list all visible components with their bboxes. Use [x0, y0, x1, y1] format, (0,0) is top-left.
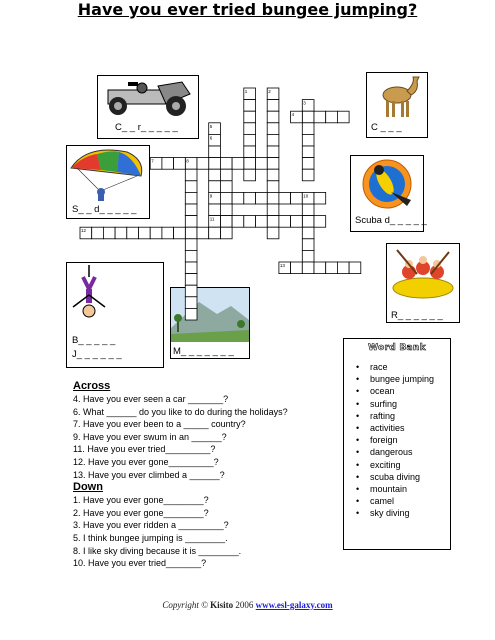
crossword-cell[interactable]	[162, 158, 174, 170]
word-bank-list	[356, 361, 450, 520]
crossword-cell[interactable]	[302, 134, 314, 146]
crossword-cell[interactable]	[185, 262, 197, 274]
worksheet-title: Have you ever tried bungee jumping?	[77, 0, 418, 19]
crossword-cell[interactable]	[185, 204, 197, 216]
crossword-cell[interactable]	[220, 192, 232, 204]
crossword-cell[interactable]	[256, 216, 268, 228]
word-bank-item: • foreign	[356, 434, 450, 446]
word-bank-item: • scuba diving	[356, 471, 450, 483]
crossword-cell[interactable]	[314, 111, 326, 123]
down-clue: 8. I like sky diving because it is ________.	[73, 545, 242, 556]
crossword-cell[interactable]	[174, 158, 186, 170]
crossword-cell[interactable]	[267, 216, 279, 228]
crossword-cell[interactable]	[115, 227, 127, 239]
crossword-cell[interactable]	[185, 181, 197, 193]
crossword-cell[interactable]	[244, 158, 256, 170]
down-clue: 2. Have you ever gone________?	[73, 507, 209, 518]
crossword-cell[interactable]	[185, 192, 197, 204]
crossword-cell[interactable]	[267, 181, 279, 193]
crossword-cell[interactable]	[244, 134, 256, 146]
crossword-cell[interactable]	[185, 308, 197, 320]
clue-number: 1	[244, 89, 248, 94]
clue-number: 13	[279, 263, 285, 268]
crossword-cell[interactable]	[302, 158, 314, 170]
crossword-cell[interactable]	[244, 216, 256, 228]
crossword-cell[interactable]	[326, 111, 338, 123]
crossword-cell[interactable]	[185, 297, 197, 309]
word-bank-item: • activities	[356, 422, 450, 434]
crossword-cell[interactable]	[279, 192, 291, 204]
crossword-cell[interactable]	[197, 227, 209, 239]
crossword-cell[interactable]	[267, 204, 279, 216]
clue-number: 9	[209, 193, 213, 199]
crossword-cell[interactable]	[302, 146, 314, 158]
crossword-cell[interactable]	[162, 227, 174, 239]
down-clue: 5. I think bungee jumping is ________.	[73, 532, 228, 543]
crossword-cell[interactable]	[244, 123, 256, 135]
crossword-cell[interactable]	[232, 192, 244, 204]
crossword-cell[interactable]	[256, 192, 268, 204]
crossword-cell[interactable]	[267, 123, 279, 135]
across-heading: Across	[73, 380, 111, 392]
crossword-cell[interactable]	[220, 227, 232, 239]
clue-number: 11	[209, 216, 215, 222]
mountain-caption: M_ _ _ _ _ _ _	[173, 346, 234, 357]
word-bank-item: • sky diving	[356, 507, 450, 519]
across-clue: 7. Have you ever been to a _____ country?	[73, 419, 246, 430]
bungee-caption: B_ _ _ _ _	[72, 335, 116, 346]
crossword-cell[interactable]	[103, 227, 115, 239]
crossword-cell[interactable]	[349, 262, 361, 274]
copyright-owner: Kisito	[210, 600, 234, 610]
crossword-cell[interactable]	[302, 111, 314, 123]
crossword-cell[interactable]	[150, 227, 162, 239]
copyright-link[interactable]: www.esl-galaxy.com	[255, 600, 333, 610]
crossword-cell[interactable]	[244, 169, 256, 181]
copyright-footer	[0, 600, 495, 610]
crossword-cell[interactable]	[185, 274, 197, 286]
down-clue: 10. Have you ever tried_______?	[73, 558, 207, 569]
crossword-cell[interactable]	[244, 146, 256, 158]
camel-caption: C _ _ _	[371, 122, 402, 133]
crossword-cell[interactable]	[220, 158, 232, 170]
sky-diving-caption: S_ _ d_ _ _ _ _	[72, 204, 137, 215]
crossword-cell[interactable]	[291, 216, 303, 228]
rafting-caption: R_ _ _ _ _ _	[391, 310, 443, 321]
scuba-caption: Scuba d_ _ _ _ _	[355, 215, 427, 226]
crossword-cell[interactable]	[291, 192, 303, 204]
down-heading: Down	[73, 481, 103, 494]
down-clue: 1. Have you ever gone________?	[73, 495, 209, 506]
crossword-cell[interactable]	[314, 262, 326, 274]
crossword-cell[interactable]	[337, 111, 349, 123]
word-bank-item: • ocean	[356, 385, 450, 397]
word-bank-item: • bungee jumping	[356, 373, 450, 385]
clue-number: 7	[151, 158, 154, 164]
crossword-cell[interactable]	[139, 227, 151, 239]
crossword-cell[interactable]	[220, 216, 232, 228]
crossword-cell[interactable]	[244, 192, 256, 204]
crossword-cell[interactable]	[185, 239, 197, 251]
crossword-cell[interactable]	[185, 250, 197, 262]
clue-number: 8	[186, 158, 189, 164]
crossword-cell[interactable]	[185, 285, 197, 297]
crossword-cell[interactable]	[302, 204, 314, 216]
crossword-cell[interactable]	[92, 227, 104, 239]
crossword-cell[interactable]	[256, 158, 268, 170]
down-clue: 3. Have you ever ridden a _________?	[73, 520, 229, 531]
across-clue: 9. Have you ever swum in an ______?	[73, 431, 227, 442]
jumping-caption: J_ _ _ _ _ _	[72, 349, 122, 360]
crossword-cell[interactable]	[209, 158, 221, 170]
crossword-cell[interactable]	[232, 158, 244, 170]
crossword-cell[interactable]	[267, 111, 279, 123]
crossword-cell[interactable]	[314, 216, 326, 228]
word-bank-item: • camel	[356, 495, 450, 507]
crossword-cell[interactable]	[185, 216, 197, 228]
race-caption: C_ _ r_ _ _ _ _	[115, 122, 178, 133]
crossword-cell[interactable]	[185, 169, 197, 181]
crossword-cell[interactable]	[302, 250, 314, 262]
crossword-cell[interactable]	[302, 227, 314, 239]
crossword-cell[interactable]	[209, 169, 221, 181]
across-clue: 13. Have you ever climbed a ______?	[73, 469, 225, 480]
crossword-cell[interactable]	[267, 158, 279, 170]
crossword-cell[interactable]	[302, 239, 314, 251]
crossword-cell[interactable]	[267, 100, 279, 112]
crossword-cell[interactable]	[209, 181, 221, 193]
across-clue: 12. Have you ever gone_________?	[73, 456, 219, 467]
crossword-cell[interactable]	[232, 216, 244, 228]
crossword-cell[interactable]	[337, 262, 349, 274]
crossword-cell[interactable]	[220, 169, 232, 181]
word-bank-item: • dangerous	[356, 446, 450, 458]
crossword-cell[interactable]	[291, 262, 303, 274]
word-bank-item: • surfing	[356, 398, 450, 410]
copyright-year: 2006	[233, 600, 256, 610]
clue-number: 10	[303, 193, 309, 199]
crossword-cell[interactable]	[209, 227, 221, 239]
crossword-cell[interactable]	[244, 100, 256, 112]
word-bank-item: • exciting	[356, 459, 450, 471]
crossword-cell[interactable]	[220, 181, 232, 193]
crossword-cell[interactable]	[209, 146, 221, 158]
crossword-cell[interactable]	[209, 204, 221, 216]
crossword-cell[interactable]	[267, 192, 279, 204]
crossword-cell[interactable]	[302, 169, 314, 181]
crossword-cell[interactable]	[302, 216, 314, 228]
crossword-cell[interactable]	[267, 227, 279, 239]
across-clue: 4. Have you ever seen a car _______?	[73, 394, 229, 404]
crossword-cell[interactable]	[244, 111, 256, 123]
clue-number: 4	[291, 112, 295, 118]
crossword-cell[interactable]	[174, 227, 186, 239]
clue-number: 3	[303, 100, 306, 106]
crossword-cell[interactable]	[279, 216, 291, 228]
crossword-cell[interactable]	[267, 134, 279, 146]
crossword-cell[interactable]	[302, 123, 314, 135]
crossword-cell[interactable]	[267, 169, 279, 181]
clue-number: 12	[81, 228, 87, 234]
word-bank-item: • race	[356, 361, 450, 373]
crossword-cell[interactable]	[127, 227, 139, 239]
crossword-cell[interactable]	[185, 227, 197, 239]
crossword-cell[interactable]	[267, 146, 279, 158]
crossword-cell[interactable]	[302, 262, 314, 274]
crossword-cell[interactable]	[326, 262, 338, 274]
crossword-cell[interactable]	[220, 204, 232, 216]
word-bank-item: • mountain	[356, 483, 450, 495]
word-bank-item: • rafting	[356, 410, 450, 422]
word-bank	[343, 338, 451, 550]
crossword-cell[interactable]	[197, 158, 209, 170]
clues-section	[73, 380, 363, 570]
crossword-cell[interactable]	[314, 192, 326, 204]
word-bank-title: Word Bank	[368, 343, 426, 353]
clue-number: 5	[209, 123, 213, 129]
clue-number: 6	[209, 135, 213, 141]
across-clue: 11. Have you ever tried_________?	[73, 444, 216, 455]
copyright-prefix: Copyright ©	[162, 600, 211, 610]
across-clue: 6. What ______ do you like to do during the holidays?	[73, 406, 288, 417]
clue-number: 2	[268, 89, 271, 94]
